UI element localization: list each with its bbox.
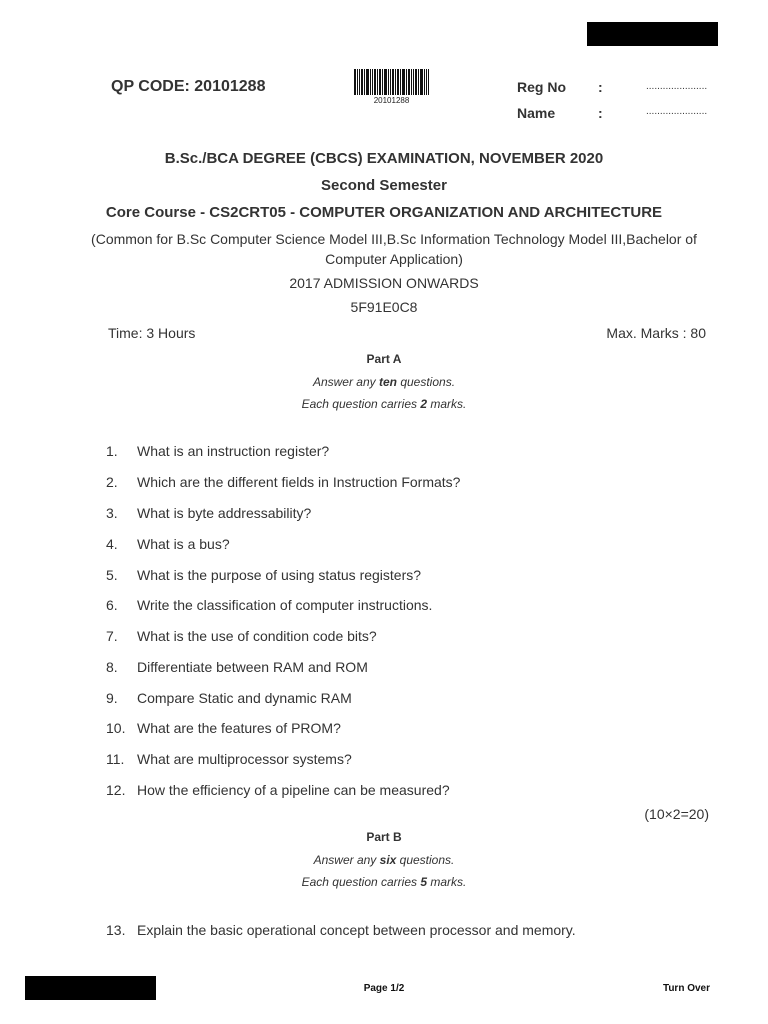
- exam-time: Time: 3 Hours: [108, 325, 196, 341]
- reg-no-colon: :: [598, 79, 603, 95]
- semester-title: Second Semester: [321, 177, 447, 194]
- name-blank: ......................: [646, 106, 708, 117]
- part-b-instruction-1: Answer any six questions.: [313, 853, 455, 867]
- turn-over-note: Turn Over: [662, 983, 710, 994]
- page-number: Page 1/2: [363, 983, 405, 994]
- course-title: Core Course - CS2CRT05 - COMPUTER ORGANIZATION AND ARCHITECTURE: [105, 204, 663, 221]
- part-b-instruction-2: Each question carries 5 marks.: [301, 875, 467, 889]
- name-label: Name: [517, 105, 556, 121]
- common-for-note: (Common for B.Sc Computer Science Model III,B.Sc Information Technology Model III,Bachelor of Computer Application): [91, 231, 697, 267]
- part-a-instruction-2: Each question carries 2 marks.: [301, 397, 467, 411]
- barcode-number: 20101288: [373, 96, 410, 105]
- name-colon: :: [598, 105, 603, 121]
- exam-title: B.Sc./BCA DEGREE (CBCS) EXAMINATION, NOVEMBER 2020: [164, 150, 604, 167]
- max-marks: Max. Marks : 80: [606, 325, 706, 341]
- barcode-icon: [354, 69, 429, 95]
- reg-no-blank: ......................: [646, 81, 708, 92]
- admission-note: 2017 ADMISSION ONWARDS: [289, 275, 479, 291]
- part-a-title: Part A: [366, 352, 402, 366]
- paper-code: 5F91E0C8: [350, 299, 418, 315]
- part-a-instruction-1: Answer any ten questions.: [312, 375, 456, 389]
- redaction-box-top: [587, 22, 718, 46]
- reg-no-label: Reg No: [517, 79, 566, 95]
- part-a-total-marks: (10×2=20): [644, 806, 709, 822]
- qp-code: QP CODE: 20101288: [111, 78, 266, 95]
- part-b-title: Part B: [366, 830, 402, 844]
